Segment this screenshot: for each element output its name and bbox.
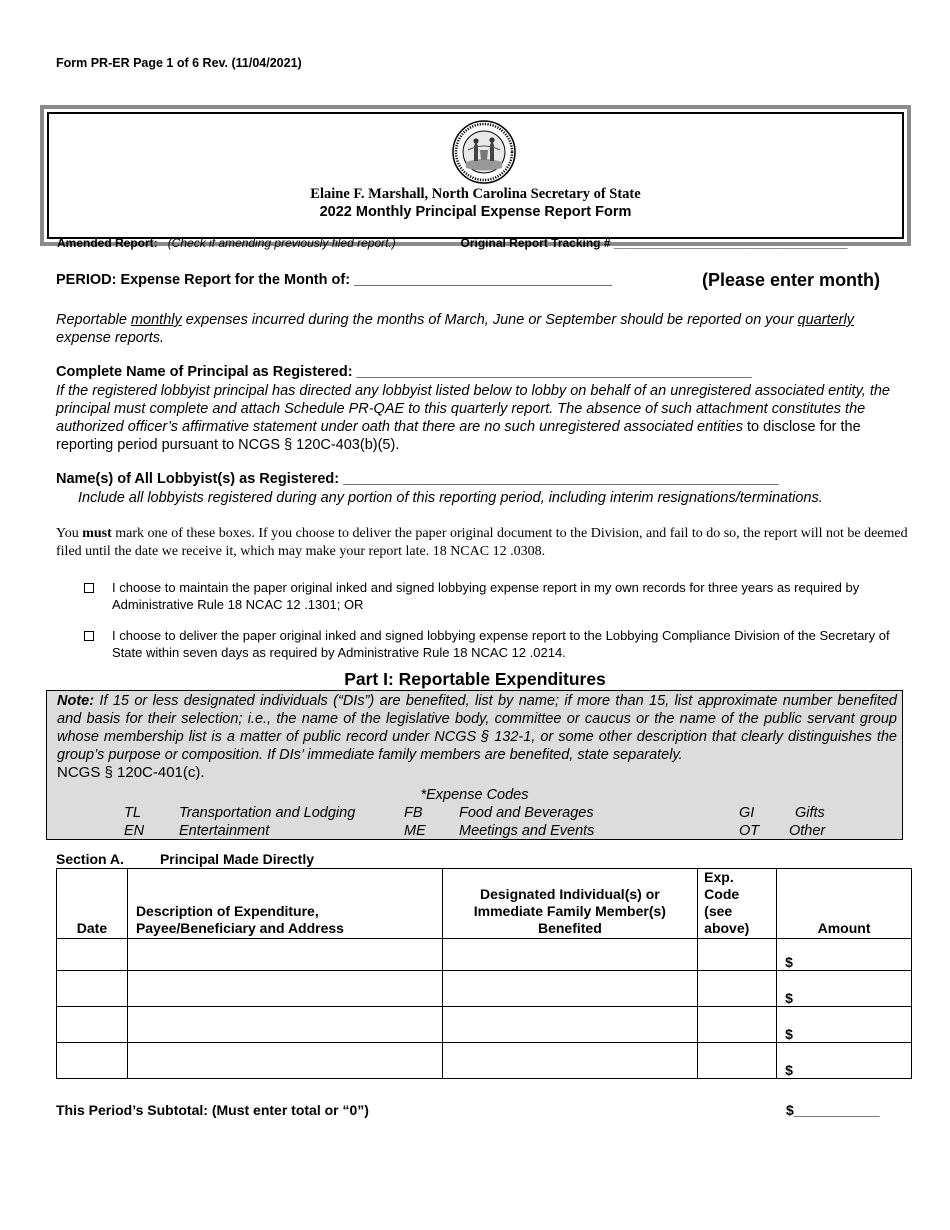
exp-code-cell[interactable] [698,939,777,971]
monthly-note-text: expense reports. [56,330,165,346]
note-label: Note: [57,693,95,709]
code-gi: GI [739,805,755,821]
designated-individual-header [442,869,698,939]
code-gi-label: Gifts [795,805,825,821]
code-en-label: Entertainment [179,823,270,839]
exp-code-cell[interactable] [698,1007,777,1043]
exp-code-header-line3: (see [704,903,733,919]
subtotal-label: This Period’s Subtotal: (Must enter total or “0”) [56,1102,369,1118]
expenditure-table [56,868,912,1079]
description-cell[interactable] [127,1043,442,1079]
table-row [57,939,912,971]
designated-individual-cell[interactable] [442,1007,698,1043]
state-seal-icon [452,120,516,184]
amount-cell[interactable] [777,939,912,971]
note-body: If 15 or less designated individuals (“DIs”) are benefited, list by name; if more than 15, list approximate number benefited and basis for their selection; i.e., the name of the legislative body, committee or caucus or the name of the public servant group whose membership list is a matter of public record under NCGS § 132-1, or some other description that clearly distinguishes the group’s purpose or composition. If DIs’ immediate family members are benefited, state separately. [57,693,897,763]
table-header-row [57,869,912,939]
date-cell[interactable] [57,939,128,971]
amount-cell[interactable] [777,1007,912,1043]
section-a-label: Section A. [56,851,124,867]
exp-code-header [698,869,777,939]
must-instruction [56,525,914,561]
code-tl: TL [124,805,141,821]
monthly-note [56,311,906,347]
amount-cell[interactable] [777,1043,912,1079]
principal-note [56,382,906,454]
amended-label: Amended Report: [57,236,158,250]
description-cell[interactable] [127,1007,442,1043]
di-header-line1: Designated Individual(s) or [480,886,660,902]
part-title: Part I: Reportable Expenditures [344,669,606,689]
code-me: ME [404,823,426,839]
deliver-original-checkbox[interactable] [84,631,94,641]
note-citation: NCGS § 120C-401(c). [57,764,205,781]
code-me-label: Meetings and Events [459,823,595,839]
header-box [40,105,911,250]
date-cell[interactable] [57,1007,128,1043]
code-fb: FB [404,805,423,821]
header-inner [47,112,904,250]
table-row [57,971,912,1007]
deliver-original-option[interactable] [84,628,904,661]
exp-code-header-line1: Exp. [704,869,734,885]
period-month-field[interactable]: PERIOD: Expense Report for the Month of: ________________________________ [56,272,613,288]
date-cell[interactable] [57,1043,128,1079]
quarterly-emphasis: quarterly [797,312,854,328]
amended-row [57,236,847,250]
exp-code-header-line2: Code [704,886,740,902]
description-cell[interactable] [127,939,442,971]
di-header-line3: Benefited [537,920,602,936]
expense-codes-title: *Expense Codes [420,787,529,803]
monthly-emphasis: monthly [130,312,182,328]
date-header: Date [57,869,128,939]
table-row [57,1007,912,1043]
code-tl-label: Transportation and Lodging [179,805,356,821]
note-box [46,690,903,840]
note-text [57,692,897,782]
table-row [57,1043,912,1079]
lobbyist-names-field[interactable]: Name(s) of All Lobbyist(s) as Registered: ______________________________________________________ [56,471,779,487]
lobbyist-note: Include all lobbyists registered during any portion of this reporting period, including interim resignations/terminations. [78,490,823,506]
exp-code-header-line4: above) [704,920,750,936]
deliver-original-label: I choose to deliver the paper original inked and signed lobbying expense report to the Lobbying Compliance Division of the Secretary of State within seven days as required by Administrative Rule 18 NCAC 12 .0214. [112,628,890,660]
must-emphasis: must [82,526,112,541]
currency-sign: $ [785,990,793,1006]
currency-sign: $ [785,954,793,970]
tracking-number-field[interactable]: Original Report Tracking # ___________________________________ [460,236,848,250]
retain-original-label: I choose to maintain the paper original inked and signed lobbying expense report in my own records for three years as required by Administrative Rule 18 NCAC 12 .1301; OR [112,580,860,612]
description-header-line1: Description of Expenditure, [135,903,319,919]
retain-original-checkbox[interactable] [84,583,94,593]
code-ot: OT [739,823,760,839]
must-text: mark one of these boxes. If you choose to deliver the paper original document to the Division, and fail to do so, the report will not be deemed filed until the date we receive it, which may make your report late. 18 NCAC 12 .0308. [56,526,908,559]
retain-original-option[interactable] [84,580,904,613]
description-header [127,869,442,939]
description-header-line2: Payee/Beneficiary and Address [135,920,344,936]
code-fb-label: Food and Beverages [459,805,594,821]
form-id: Form PR-ER Page 1 of 6 Rev. (11/04/2021) [56,56,302,70]
di-header-line2: Immediate Family Member(s) [473,903,666,919]
principal-note-text: If the registered lobbyist principal has directed any lobbyist listed below to lobby on behalf of an unregistered associated entity, the principal must complete and attach Schedule PR-QAE to this quarterly report. The absence of such attachment constitutes the authorized officer’s affirmative statement under oath that there are no such unregistered associated entities [56,383,890,435]
designated-individual-cell[interactable] [442,1043,698,1079]
officer-name: Elaine F. Marshall, North Carolina Secretary of State [310,186,641,202]
section-a-heading [56,851,314,867]
period-hint: (Please enter month) [702,270,881,290]
code-ot-label: Other [789,823,826,839]
designated-individual-cell[interactable] [442,971,698,1007]
principal-note-citation: to disclose for the reporting period pursuant to NCGS § 120C-403(b)(5). [56,419,861,453]
subtotal-field[interactable]: $___________ [786,1102,880,1118]
exp-code-cell[interactable] [698,1043,777,1079]
exp-code-cell[interactable] [698,971,777,1007]
amount-cell[interactable] [777,971,912,1007]
designated-individual-cell[interactable] [442,939,698,971]
currency-sign: $ [785,1062,793,1078]
form-title: 2022 Monthly Principal Expense Report Form [319,204,632,220]
code-en: EN [124,823,145,839]
monthly-note-text: Reportable [56,312,131,328]
description-cell[interactable] [127,971,442,1007]
section-a-title: Principal Made Directly [159,851,314,867]
must-text: You [56,526,83,541]
amount-header: Amount [777,869,912,939]
monthly-note-text: expenses incurred during the months of March, June or September should be reported on your [181,312,798,328]
date-cell[interactable] [57,971,128,1007]
currency-sign: $ [785,1026,793,1042]
principal-name-field[interactable]: Complete Name of Principal as Registered: _________________________________________________ [56,364,752,380]
amended-hint: (Check if amending previously filed report.) [167,236,396,250]
